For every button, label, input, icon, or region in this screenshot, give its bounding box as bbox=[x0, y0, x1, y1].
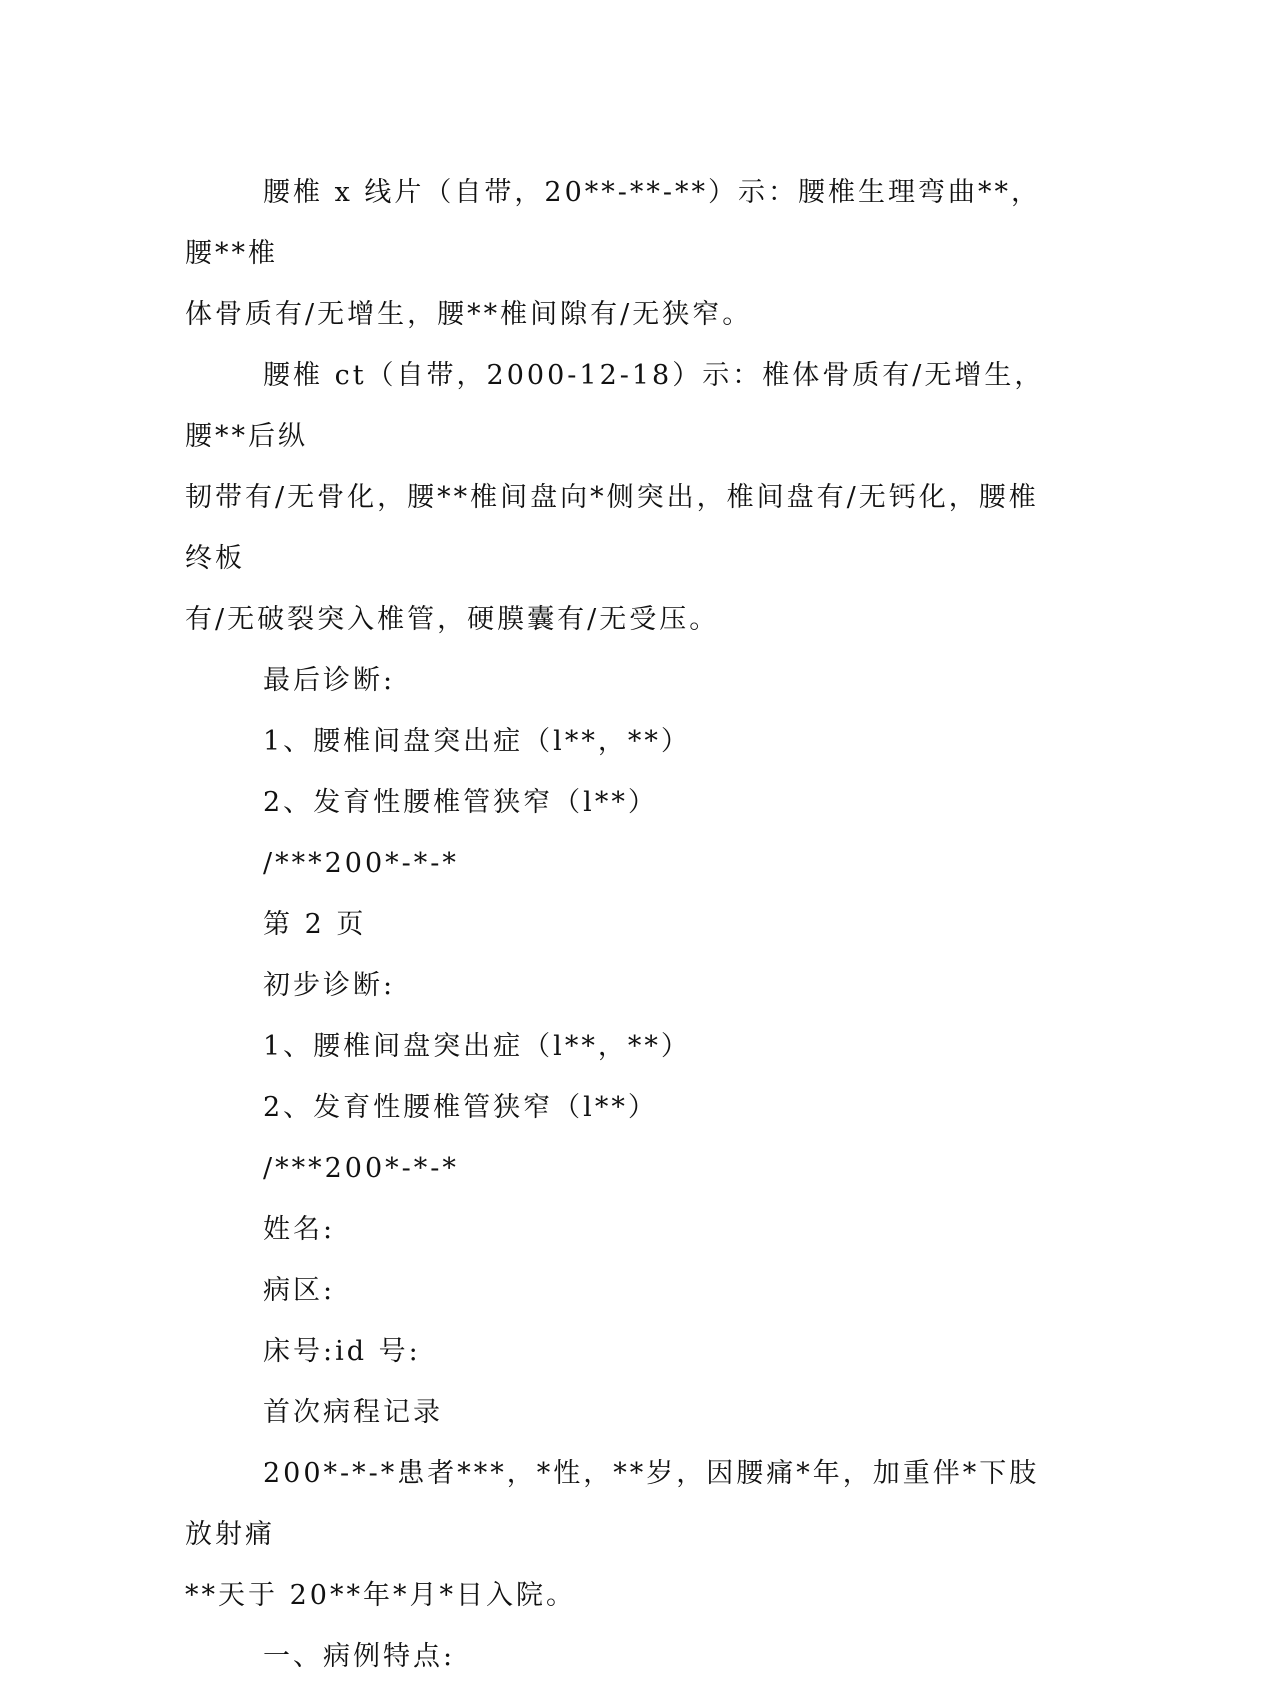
ct-report-line-2: 韧带有/无骨化，腰**椎间盘向*侧突出，椎间盘有/无钙化，腰椎终板 bbox=[185, 482, 1039, 574]
xray-report-paragraph-continued bbox=[185, 284, 1065, 345]
page-number-label: 第 2 页 bbox=[263, 909, 367, 940]
initial-diagnosis-item-2: 2、发育性腰椎管狭窄（l**） bbox=[263, 1092, 658, 1123]
patient-name-field: 姓名: bbox=[263, 1214, 336, 1245]
final-diagnosis-heading: 最后诊断: bbox=[263, 665, 396, 696]
xray-report-paragraph bbox=[185, 162, 1065, 284]
record-title: 首次病程记录 bbox=[263, 1397, 443, 1428]
record-paragraph bbox=[185, 1443, 1065, 1565]
ct-report-paragraph-continued bbox=[185, 467, 1065, 650]
final-diagnosis-item-1: 1、腰椎间盘突出症（l**，**） bbox=[263, 726, 691, 757]
ct-report-line-3: 有/无破裂突入椎管，硬膜囊有/无受压。 bbox=[185, 604, 720, 635]
ct-report-line-1: 腰椎 ct（自带，2000-12-18）示：椎体骨质有/无增生，腰**后纵 bbox=[185, 360, 1045, 452]
case-features-heading: 一、病例特点: bbox=[263, 1641, 456, 1672]
record-paragraph-continued bbox=[185, 1565, 1065, 1626]
final-diagnosis-item-2: 2、发育性腰椎管狭窄（l**） bbox=[263, 787, 658, 818]
ct-report-paragraph bbox=[185, 345, 1065, 467]
record-line-1: 200*-*-*患者***，*性，**岁，因腰痛*年，加重伴*下肢放射痛 bbox=[185, 1458, 1040, 1550]
xray-report-line-1: 腰椎 x 线片（自带，20**-**-**）示：腰椎生理弯曲**，腰**椎 bbox=[185, 177, 1041, 269]
initial-diagnosis-item-1: 1、腰椎间盘突出症（l**，**） bbox=[263, 1031, 691, 1062]
document-body bbox=[185, 162, 1065, 1687]
record-line-2: **天于 20**年*月*日入院。 bbox=[185, 1580, 576, 1611]
patient-ward-field: 病区: bbox=[263, 1275, 336, 1306]
patient-bed-id-field: 床号:id 号: bbox=[263, 1336, 421, 1367]
initial-diagnosis-signature: /***200*-*-* bbox=[263, 1153, 459, 1184]
initial-diagnosis-heading: 初步诊断: bbox=[263, 970, 396, 1001]
xray-report-line-2: 体骨质有/无增生，腰**椎间隙有/无狭窄。 bbox=[185, 299, 753, 330]
final-diagnosis-signature: /***200*-*-* bbox=[263, 848, 459, 879]
